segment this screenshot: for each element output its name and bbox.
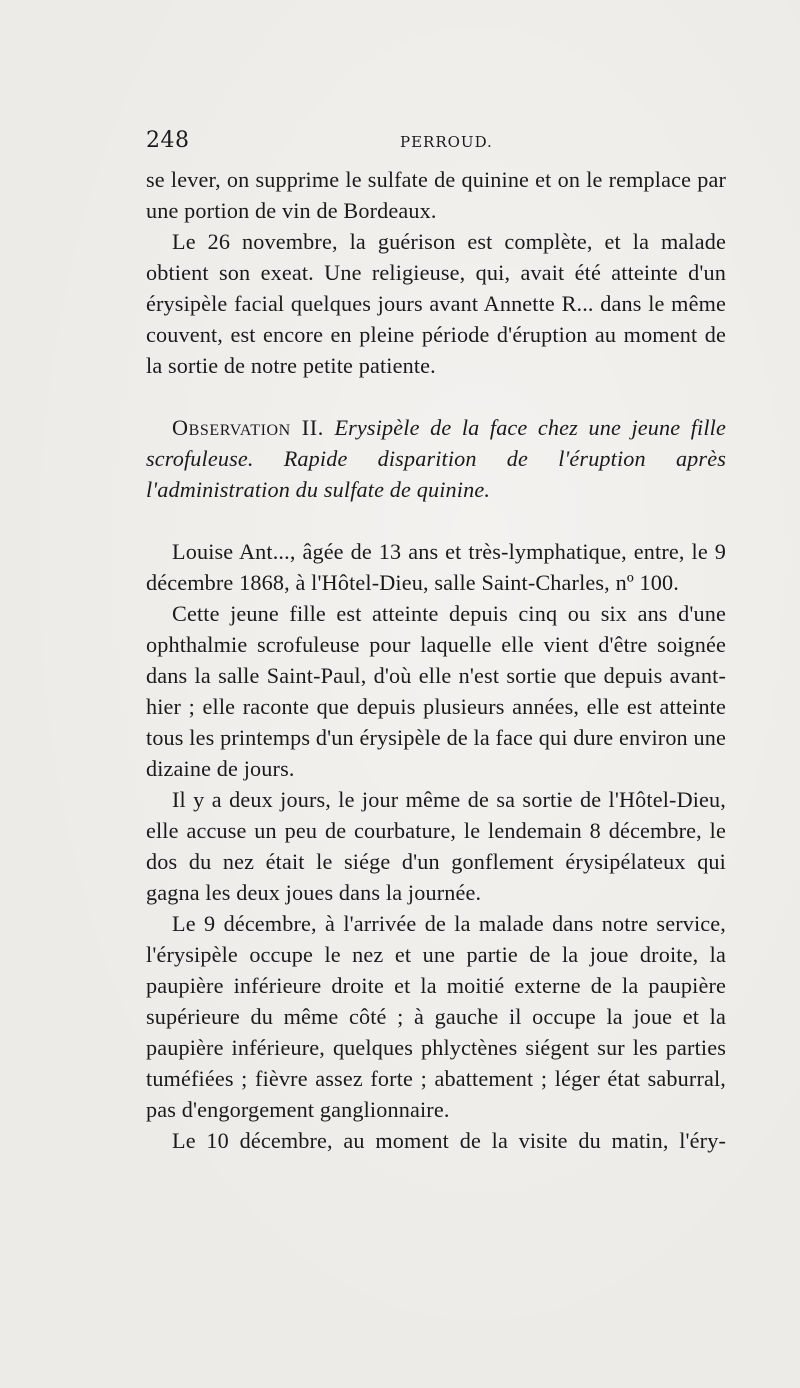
paragraph: Il y a deux jours, le jour même de sa sortie de l'Hôtel-Dieu, elle accuse un peu de courbature, le lendemain 8 décembre, le dos du nez était le siége d'un gonflement érysipélateux qui gagna les deux joues dans la journée. — [146, 787, 726, 905]
observation-heading — [146, 412, 726, 505]
section-spacer — [146, 505, 726, 536]
paragraph: Cette jeune fille est atteinte depuis cinq ou six ans d'une ophthalmie scrofuleuse pour laquelle elle vient d'être soignée dans la salle Saint-Paul, d'où elle n'est sortie que depuis avant-hier ; elle raconte que depuis plusieurs années, elle est atteinte tous les printemps d'un érysipèle de la face qui dure environ une dizaine de jours. — [146, 601, 726, 781]
paragraph: se lever, on supprime le sulfate de quinine et on le remplace par une portion de vin de Bordeaux. — [146, 167, 726, 223]
page-number: 248 — [146, 128, 190, 153]
paragraph: Le 26 novembre, la guérison est complète, et la malade obtient son exeat. Une religieuse, qui, avait été atteinte d'un érysipèle facial quelques jours avant Annette R... dans le même couvent, est encore en pleine période d'éruption au moment de la sortie de notre petite patiente. — [146, 229, 726, 378]
paragraph: Le 9 décembre, à l'arrivée de la malade dans notre service, l'érysipèle occupe le nez et une partie de la joue droite, la paupière inférieure droite et la moitié externe de la paupière supérieure du même côté ; à gauche il occupe la joue et la paupière inférieure, quelques phlyctènes siégent sur les parties tuméfiées ; fièvre assez forte ; abattement ; léger état saburral, pas d'engorgement ganglionnaire. — [146, 911, 726, 1122]
observation-title: Erysipèle de la face chez une jeune fille scrofuleuse. Rapide disparition de l'éruption après l'administration du sulfate de quinine. — [146, 415, 726, 502]
observation-label: Observation II. — [172, 415, 324, 440]
page-header — [146, 128, 726, 158]
section-spacer — [146, 381, 726, 412]
running-head: PERROUD. — [400, 133, 493, 151]
body-text — [146, 164, 726, 1156]
paragraph: Le 10 décembre, au moment de la visite du matin, l'éry- — [172, 1128, 726, 1153]
paragraph: Louise Ant..., âgée de 13 ans et très-lymphatique, entre, le 9 décembre 1868, à l'Hôtel-Dieu, salle Saint-Charles, nº 100. — [146, 539, 726, 595]
